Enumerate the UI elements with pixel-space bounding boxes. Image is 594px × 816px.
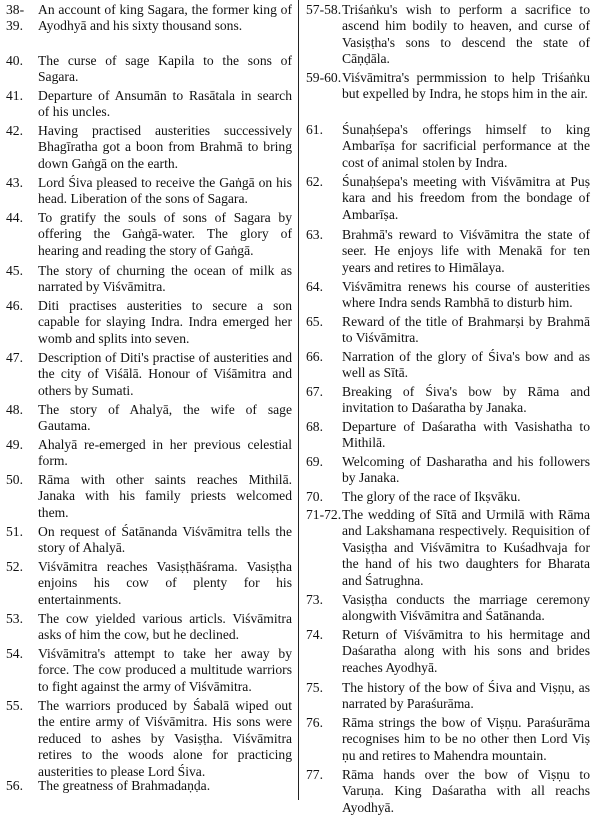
entry-number: 48.: [6, 402, 23, 417]
entry-text: The greatness of Brahmadaṇḍa.: [38, 778, 211, 793]
entry-text: Rāma hands over the bow of Viṣṇu to Varuṇa. King Daśaratha with all reachs Ayodhyā.: [342, 767, 590, 815]
entry-number: 59-60.: [306, 70, 342, 85]
right-column: [306, 0, 590, 815]
entry-text: Viśvāmitra's attempt to take her away by force. The cow produced a multitude warriors to fight against the army of Viśvāmitra.: [38, 646, 292, 694]
list-item: [306, 122, 590, 171]
entry-text: Breaking of Śiva's bow by Rāma and invitation to Daśaratha by Janaka.: [342, 384, 590, 416]
list-item: [6, 524, 292, 557]
list-item: [306, 419, 590, 452]
entry-number: 54.: [6, 646, 23, 661]
entry-number: 52.: [6, 559, 23, 574]
list-item: [6, 350, 292, 399]
entry-text: Viśvāmitra's permmission to help Triśaṅku but expelled by Indra, he stops him in the air.: [342, 70, 590, 102]
entry-number: 57-58.: [306, 2, 342, 17]
list-item: [6, 88, 292, 121]
list-item: [6, 263, 292, 296]
list-item: [6, 646, 292, 695]
entry-number: 55.: [6, 698, 23, 713]
list-item: [6, 472, 292, 521]
entry-text: Welcoming of Dasharatha and his followers by Janaka.: [342, 454, 590, 486]
list-item: [306, 507, 590, 589]
list-item: [306, 454, 590, 487]
entry-text: Description of Diti's practise of austerities and the city of Viśālā. Honour of Viśāmitra and others by Sumati.: [38, 350, 292, 398]
entry-number: 61.: [306, 122, 323, 137]
list-item: [306, 384, 590, 417]
list-item: [306, 279, 590, 312]
entry-text: Return of Viśvāmitra to his hermitage and Daśaratha along with his sons and brides reaches Ayodhyā.: [342, 627, 590, 675]
entry-text: Departure of Ansumān to Rasātala in search of his uncles.: [38, 88, 292, 120]
entry-number: 76.: [306, 715, 323, 730]
list-item: [6, 210, 292, 259]
list-item: [6, 298, 292, 347]
list-item: [6, 2, 292, 35]
entry-number: 43.: [6, 175, 23, 190]
entry-number: 44.: [6, 210, 23, 225]
entry-number: 47.: [6, 350, 23, 365]
list-item: [306, 489, 590, 505]
entry-number: 50.: [6, 472, 23, 487]
entry-text: Rāma strings the bow of Viṣṇu. Paraśurāma recognises him to be no other then Lord Viṣ ṇu and retires to Mahendra mountain.: [342, 715, 590, 763]
entry-text: The cow yielded various articls. Viśvāmitra asks of him the cow, but he declined.: [38, 611, 292, 643]
entry-number: 64.: [306, 279, 323, 294]
list-item: [306, 2, 590, 68]
entry-number: 40.: [6, 53, 23, 68]
entry-text: Vasiṣṭha conducts the marriage ceremony alongwith Viśvāmitra and Śatānanda.: [342, 592, 590, 624]
list-item: [6, 611, 292, 644]
entry-number: 49.: [6, 437, 23, 452]
entry-number: 66.: [306, 349, 323, 364]
entry-text: The warriors produced by Śabalā wiped out the entire army of Viśvāmitra. His sons were reduced to ashes by Vasiṣṭha. Viśvāmitra retires to the woods alone for practicing austerities to please Lord Śiva.: [38, 698, 292, 779]
entry-number: 42.: [6, 123, 23, 138]
list-item: [306, 680, 590, 713]
list-item: [306, 314, 590, 347]
entry-text: Viśvāmitra reaches Vasiṣṭhāśrama. Vasiṣṭha enjoins his cow of plenty for his entertainments.: [38, 559, 292, 607]
entry-number: 65.: [306, 314, 323, 329]
entry-text: The story of churning the ocean of milk as narrated by Viśvāmitra.: [38, 263, 292, 295]
list-item: [6, 175, 292, 208]
entry-text: Narration of the glory of Śiva's bow and as well as Sītā.: [342, 349, 590, 381]
entry-number: 70.: [306, 489, 323, 504]
entry-number: 63.: [306, 227, 323, 242]
list-item: [6, 698, 292, 780]
entry-number: 51.: [6, 524, 23, 539]
entry-number: 67.: [306, 384, 323, 399]
list-item: [306, 627, 590, 676]
entry-text: Having practised austerities successively Bhagīratha got a boon from Brahmā to bring down Gaṅgā on the earth.: [38, 123, 292, 171]
entry-text: The history of the bow of Śiva and Viṣṇu, as narrated by Paraśurāma.: [342, 680, 590, 712]
entry-text: On request of Śatānanda Viśvāmitra tells the story of Ahalyā.: [38, 524, 292, 556]
entry-text: Diti practises austerities to secure a son capable for slaying Indra. Indra emerged her womb and splits into seven.: [38, 298, 292, 346]
entry-number: 53.: [6, 611, 23, 626]
entry-number: 38-39.: [6, 2, 25, 34]
entry-number: 73.: [306, 592, 323, 607]
list-item: [306, 715, 590, 764]
entry-number: 74.: [306, 627, 323, 642]
list-item: [6, 437, 292, 470]
left-column: [6, 0, 292, 800]
entry-text: Ahalyā re-emerged in her previous celestial form.: [38, 437, 292, 469]
entry-text: Triśaṅku's wish to perform a sacrifice to ascend him bodily to heaven, and curse of Vasiṣṭha's sons to descend the state of Cāṇḍāla.: [342, 2, 590, 67]
entry-text: The glory of the race of Ikṣvāku.: [342, 489, 521, 504]
list-item: [6, 53, 292, 86]
entry-number: 77.: [306, 767, 323, 782]
entry-text: Rāma with other saints reaches Mithilā. Janaka with his family priests welcomed them.: [38, 472, 292, 520]
entry-number: 69.: [306, 454, 323, 469]
entry-text: Śunaḥśepa's offerings himself to king Ambarīṣa for sacrificial performance at the cost of animal stolen by Indra.: [342, 122, 590, 170]
column-divider: [298, 0, 299, 800]
entry-text: An account of king Sagara, the former king of Ayodhyā and his sixty thousand sons.: [38, 2, 292, 34]
entry-text: The wedding of Sītā and Urmilā with Rāma and Lakshamana respectively. Requisition of Vasiṣṭha and Viśvāmitra to Kuśadhvaja for the hand of his two daughters for Bharata and Śatrughna.: [342, 507, 590, 588]
list-item: [306, 349, 590, 382]
list-item: [306, 592, 590, 625]
entry-number: 75.: [306, 680, 323, 695]
list-item: [6, 402, 292, 435]
entry-text: Viśvāmitra renews his course of austerities where Indra sends Rambhā to disturb him.: [342, 279, 590, 311]
entry-text: Brahmā's reward to Viśvāmitra the state of seer. He enjoys life with Menakā for ten years and retires to Himālaya.: [342, 227, 590, 275]
entry-number: 45.: [6, 263, 23, 278]
entry-text: Reward of the title of Brahmarṣi by Brahmā to Viśvāmitra.: [342, 314, 590, 346]
entry-text: The curse of sage Kapila to the sons of Sagara.: [38, 53, 292, 85]
entry-number: 41.: [6, 88, 23, 103]
entry-text: To gratify the souls of sons of Sagara by offering the Gaṅgā-water. The glory of hearing and reading the story of Gaṅgā.: [38, 210, 292, 258]
list-item: [306, 70, 590, 103]
entry-number: 56.: [6, 778, 23, 793]
entry-text: Śunaḥśepa's meeting with Viśvāmitra at Puṣ kara and his freedom from the bondage of Ambarīṣa.: [342, 174, 590, 222]
entry-text: The story of Ahalyā, the wife of sage Gautama.: [38, 402, 292, 434]
list-item: [306, 227, 590, 276]
list-item: [6, 123, 292, 172]
list-item: [6, 559, 292, 608]
entry-number: 46.: [6, 298, 23, 313]
entry-text: Departure of Daśaratha with Vasishatha to Mithilā.: [342, 419, 590, 451]
entry-number: 71-72.: [306, 507, 342, 522]
list-item: [306, 767, 590, 816]
entry-text: Lord Śiva pleased to receive the Gaṅgā on his head. Liberation of the sons of Sagara.: [38, 175, 292, 207]
list-item: [6, 778, 292, 794]
entry-number: 62.: [306, 174, 323, 189]
entry-number: 68.: [306, 419, 323, 434]
list-item: [306, 174, 590, 223]
